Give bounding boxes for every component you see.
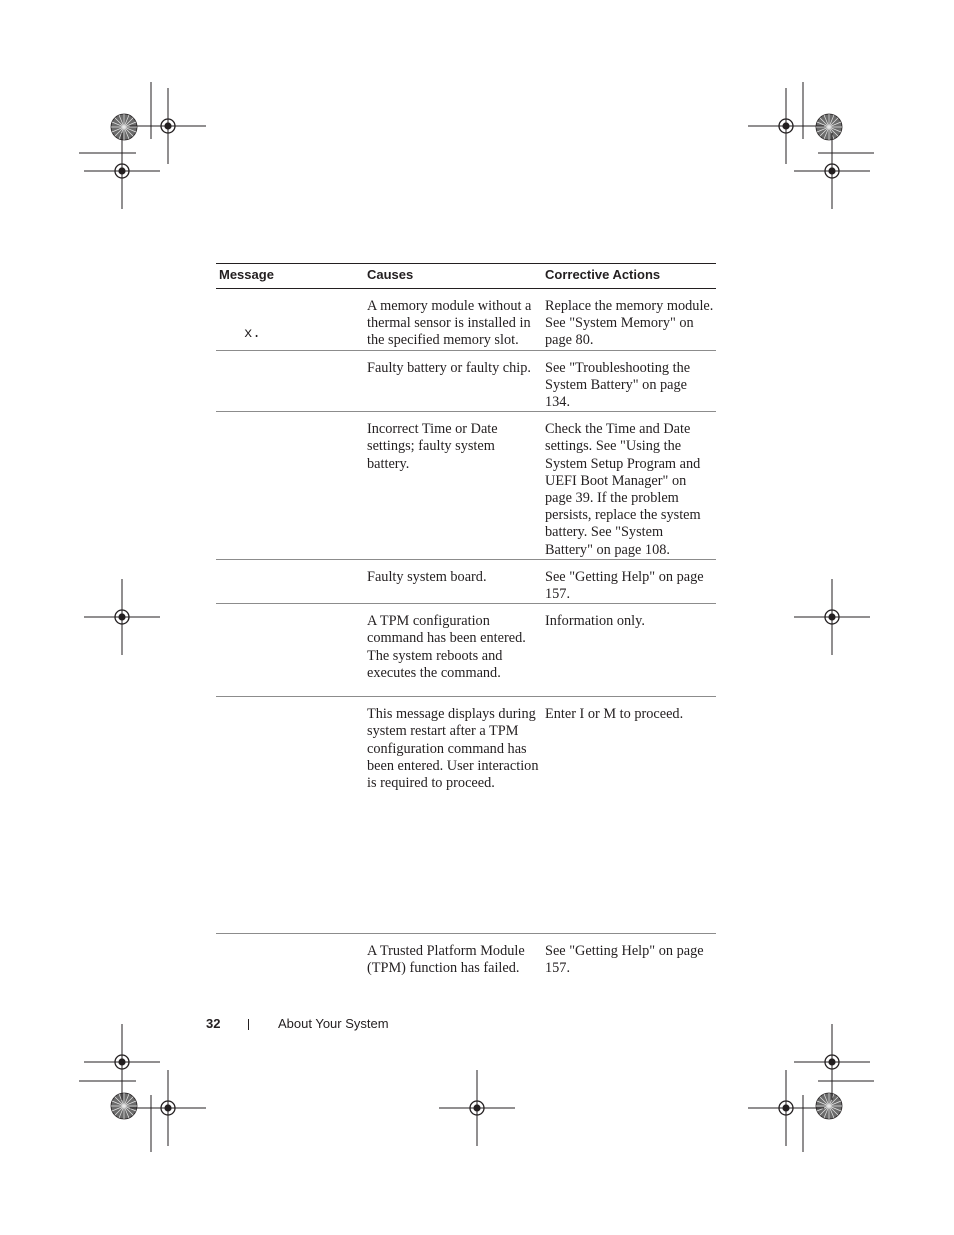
causes-cell: A memory module without a thermal sensor is installed in the specified memory slot. xyxy=(364,289,542,351)
registration-crosshair-icon xyxy=(794,133,870,209)
message-cell xyxy=(216,934,364,984)
message-cell xyxy=(216,559,364,603)
message-text: x. xyxy=(244,326,261,342)
causes-cell: A TPM configuration command has been entered. The system reboots and executes the command. xyxy=(364,604,542,697)
registration-crosshair-icon xyxy=(84,579,160,655)
registration-crosshair-icon xyxy=(130,1070,206,1146)
footer-separator xyxy=(248,1019,249,1030)
corrective-actions-cell: Replace the memory module. See "System Memory" on page 80. xyxy=(542,289,716,351)
causes-cell: Faulty system board. xyxy=(364,559,542,603)
causes-cell: This message displays during system restart after a TPM configuration command has been entered. User interaction is required to proceed. xyxy=(364,697,542,934)
table-row xyxy=(216,604,716,697)
registration-starburst-icon xyxy=(111,114,137,140)
message-cell xyxy=(216,604,364,697)
registration-crosshair-icon xyxy=(794,579,870,655)
registration-crosshair-icon xyxy=(84,1024,160,1100)
registration-crosshair-icon xyxy=(748,88,824,164)
page-number: 32 xyxy=(206,1016,221,1031)
column-header-corrective-actions: Corrective Actions xyxy=(542,264,716,289)
causes-cell: Faulty battery or faulty chip. xyxy=(364,350,542,412)
table-header-row xyxy=(216,264,716,289)
corrective-actions-cell: See "Getting Help" on page 157. xyxy=(542,559,716,603)
column-header-causes: Causes xyxy=(364,264,542,289)
message-cell xyxy=(216,350,364,412)
registration-crosshair-icon xyxy=(130,88,206,164)
corrective-actions-cell: Information only. xyxy=(542,604,716,697)
error-messages-table-container xyxy=(216,263,716,984)
registration-crosshair-icon xyxy=(439,1070,515,1146)
causes-cell: A Trusted Platform Module (TPM) function has failed. xyxy=(367,943,525,977)
causes-cell: Incorrect Time or Date settings; faulty system battery. xyxy=(364,412,542,560)
table-row xyxy=(216,934,716,984)
message-cell xyxy=(216,412,364,560)
registration-crosshair-icon xyxy=(794,1024,870,1100)
message-cell xyxy=(216,289,364,351)
registration-starburst-icon xyxy=(111,1093,137,1119)
error-messages-table xyxy=(216,263,716,984)
table-row xyxy=(216,289,716,351)
corrective-actions-cell: Check the Time and Date settings. See "Using the System Setup Program and UEFI Boot Manager" on page 39. If the problem persists, replace the system battery. See "System Battery" on page 108. xyxy=(542,412,716,560)
registration-starburst-icon xyxy=(816,114,842,140)
registration-crosshair-icon xyxy=(84,133,160,209)
message-cell xyxy=(216,697,364,934)
registration-crosshair-icon xyxy=(748,1070,824,1146)
table-row xyxy=(216,697,716,934)
table-row xyxy=(216,350,716,412)
table-row xyxy=(216,412,716,560)
column-header-message: Message xyxy=(216,264,364,289)
corrective-actions-cell: Enter I or M to proceed. xyxy=(542,697,716,934)
footer-section-title: About Your System xyxy=(278,1016,389,1031)
corrective-actions-cell: See "Getting Help" on page 157. xyxy=(545,943,704,977)
corrective-actions-cell: See "Troubleshooting the System Battery" on page 134. xyxy=(542,350,716,412)
registration-starburst-icon xyxy=(816,1093,842,1119)
table-row xyxy=(216,559,716,603)
